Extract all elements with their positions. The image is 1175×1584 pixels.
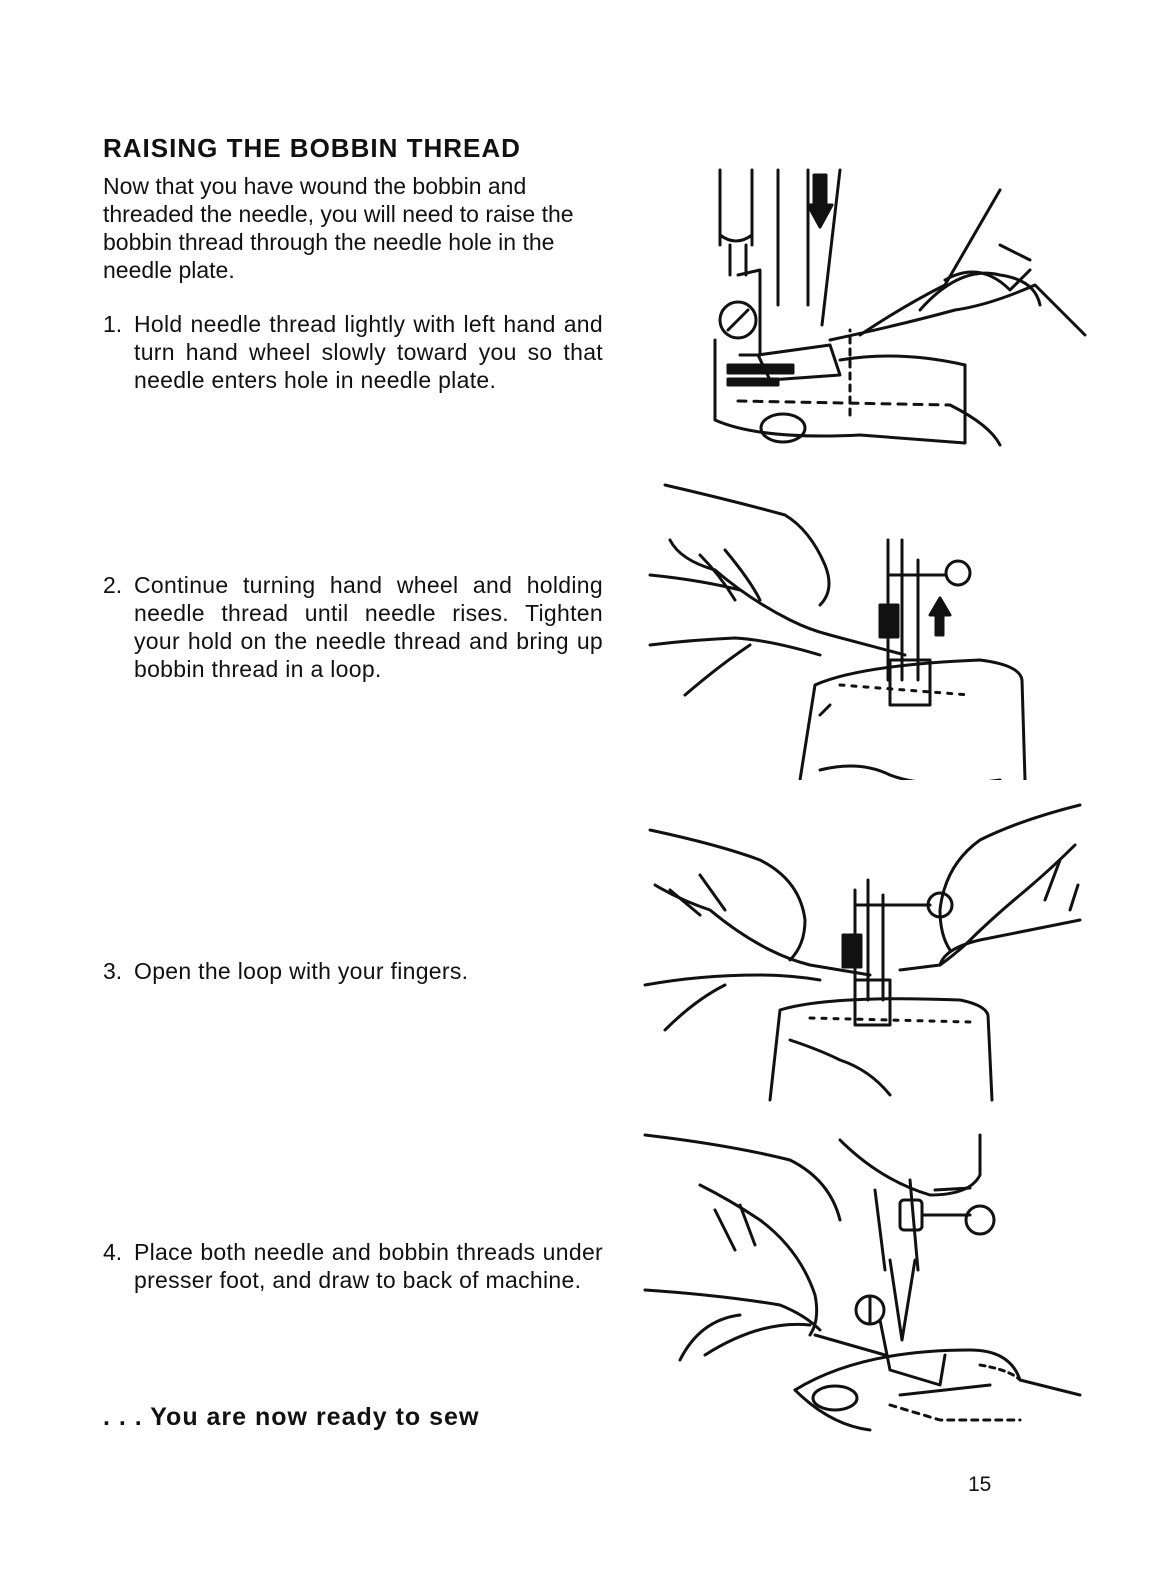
step-number: 1.	[103, 311, 123, 337]
step-4	[103, 1238, 603, 1294]
step-1	[103, 310, 603, 394]
illustration-opening-loop	[640, 800, 1085, 1110]
closing-line: . . . You are now ready to sew	[103, 1403, 480, 1431]
illustration-needle-lowering	[700, 165, 1090, 455]
step-text: Continue turning hand wheel and holding needle thread until needle rises. Tighten your hold on the needle thread and bring up bobbin thread in a loop.	[134, 572, 603, 682]
section-title: RAISING THE BOBBIN THREAD	[103, 133, 521, 163]
step-3	[103, 957, 603, 985]
step-2	[103, 571, 603, 683]
illustration-threads-under-foot	[640, 1120, 1085, 1440]
step-text: Hold needle thread lightly with left hand and turn hand wheel slowly toward you so that needle enters hole in needle plate.	[134, 311, 603, 393]
step-text: Place both needle and bobbin threads under presser foot, and draw to back of machine.	[134, 1239, 603, 1293]
step-number: 2.	[103, 572, 123, 598]
page-number: 15	[968, 1473, 992, 1496]
step-number: 3.	[103, 958, 123, 984]
intro-paragraph: Now that you have wound the bobbin and threaded the needle, you will need to raise the bobbin thread through the needle hole in the needle plate.	[103, 173, 574, 283]
illustration-needle-rising	[640, 480, 1060, 780]
step-number: 4.	[103, 1239, 123, 1265]
step-text: Open the loop with your fingers.	[134, 958, 469, 984]
